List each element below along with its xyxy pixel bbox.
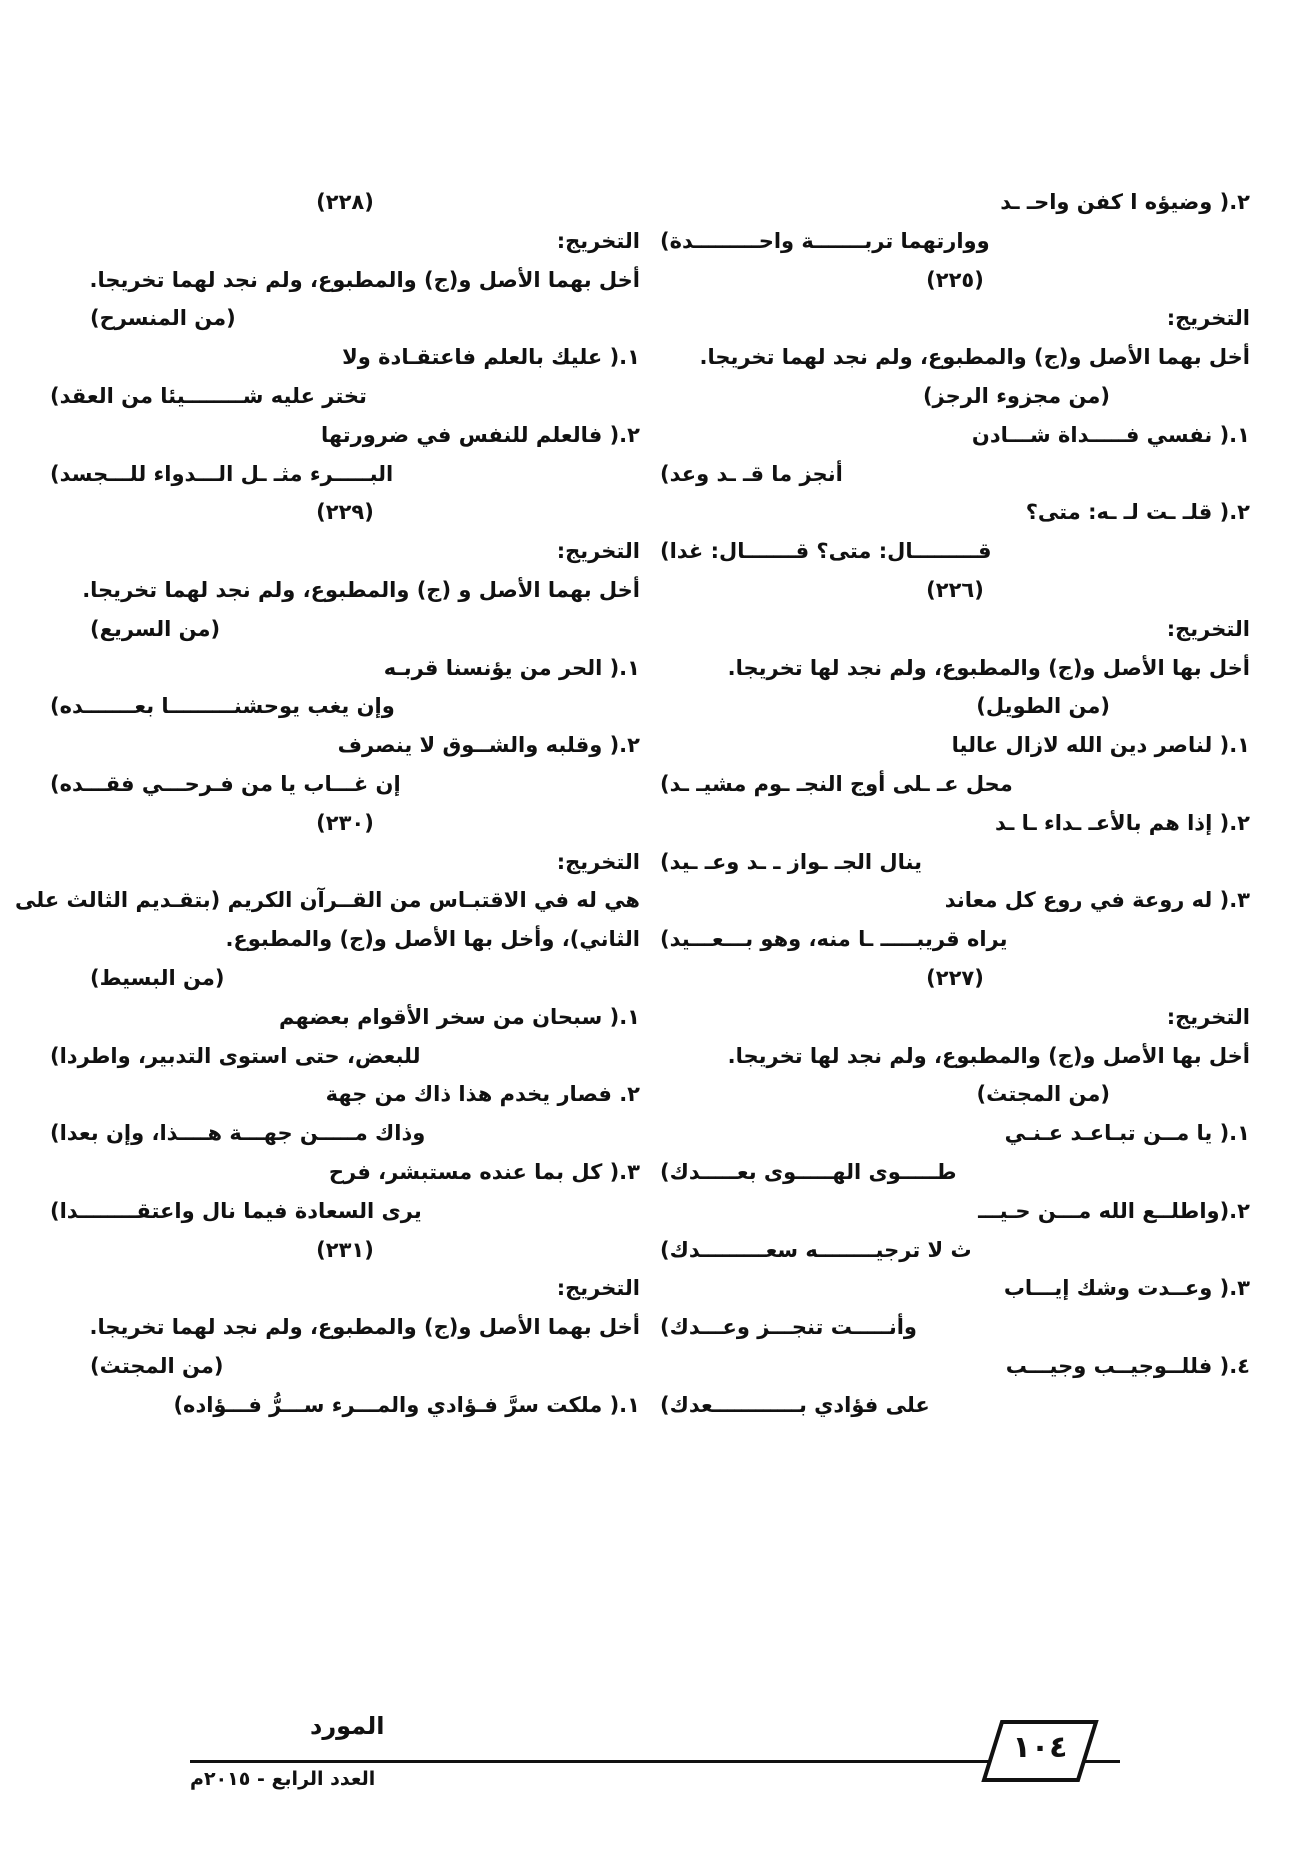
line-hem1: ١.( سبحان من سخر الأقوام بعضهم (279, 1004, 640, 1029)
line-label: التخريج: (1166, 306, 1250, 331)
line-hem1: ٣.( له روعة في روع كل معاند (944, 888, 1250, 913)
line-hem2: يرى السعادة فيما نال واعتقــــــــدا) (50, 1198, 422, 1223)
line-para: أخل بها الأصل و(ج) والمطبوع، ولم نجد لها تخريجا. (727, 1043, 1250, 1068)
line-label: التخريج: (556, 228, 640, 253)
line-meter: (من مجزوء الرجز) (922, 384, 1110, 408)
line-meter: (من المجتث) (90, 1354, 224, 1378)
line-num: (٢٢٥) (926, 267, 984, 292)
line-para: أخل بهما الأصل و(ج) والمطبوع، ولم نجد لهما تخريجا. (89, 267, 640, 292)
line-hem2: ينال الجـ ـواز ـ ـد وعـ ـيد) (660, 849, 922, 874)
page-number-badge (980, 1718, 1100, 1784)
line-para: هي له في الاقتبـاس من القــرآن الكريم (بتقـديم الثالث على (15, 888, 640, 913)
line-para: أخل بهما الأصل و(ج) والمطبوع، ولم نجد لهما تخريجا. (89, 1315, 640, 1340)
line-num: (٢٣١) (316, 1237, 374, 1262)
line-para: أخل بهما الأصل و(ج) والمطبوع، ولم نجد لهما تخريجا. (699, 345, 1250, 370)
line-hem2: إن غـــاب يا من فـرحـــي فقـــده) (50, 772, 401, 796)
line-hem2: طـــــوى الهـــــوى بعـــــدك) (660, 1160, 957, 1184)
line-label: التخريج: (1166, 616, 1250, 641)
line-num: (٢٣٠) (316, 810, 374, 835)
line-meter: (من السريع) (90, 616, 221, 641)
line-para: أخل بها الأصل و(ج) والمطبوع، ولم نجد لها تخريجا. (727, 655, 1250, 680)
line-hem2: أنجز ما قـ ـد وعد) (660, 461, 843, 486)
line-hem1: ١.( الحر من يؤنسنا قربـه (383, 655, 640, 680)
line-hem1: ٤.( فللــوجيــب وجيـــب (1005, 1354, 1250, 1378)
journal-title: المورد (310, 1712, 385, 1740)
line-num: (٢٢٦) (926, 578, 984, 602)
line-hem1: ٢.( وضيؤه ا كفن واحـ ـد (1000, 190, 1250, 214)
line-hem2: وإن يغب يوحشنـــــــــا بعـــــــده) (50, 694, 395, 719)
line-label: التخريج: (556, 1276, 640, 1301)
line-label: التخريج: (556, 539, 640, 564)
line-hem2: وذاك مـــــن جهـــة هــــذا، وإن بعدا) (50, 1121, 426, 1146)
line-num: (٢٢٧) (926, 966, 984, 990)
line-label: التخريج: (1166, 1004, 1250, 1029)
line-meter: (من المنسرح) (90, 306, 236, 331)
journal-issue: العدد الرابع - ٢٠١٥م (190, 1768, 376, 1790)
line-hem1: ٢.( قلـ ـت لـ ـه: متى؟ (1025, 500, 1250, 525)
line-hem1: ٢.(واطلــع الله مـــن حـيـــ (978, 1198, 1250, 1223)
line-hem1: ١.( لناصر دين الله لازال عاليا (951, 733, 1250, 758)
line-hem1: ٢.( وقلبه والشــوق لا ينصرف (337, 733, 640, 758)
line-hem2: للبعض، حتى استوى التدبير، واطردا) (50, 1043, 421, 1068)
line-label: التخريج: (556, 849, 640, 874)
line-para: أخل بهما الأصل و (ج) والمطبوع، ولم نجد لهما تخريجا. (82, 578, 640, 602)
line-hem1: ٢.( إذا هم بالأعـ ـداء ـا ـد (994, 810, 1250, 835)
line-hem2: وأنـــــت تنجـــز وعـــدك) (660, 1315, 917, 1340)
line-hem1: ٣.( كل بما عنده مستبشر، فرح (328, 1160, 640, 1184)
line-hem2: محل عـ ـلى أوج النجـ ـوم مشيـ ـد) (660, 772, 1013, 796)
line-hem2: يراه قريبـــــ ـا منه، وهو بـــعـــيد) (660, 927, 1008, 952)
line-para: الثاني)، وأخل بها الأصل و(ج) والمطبوع. (225, 927, 640, 952)
page-number: ١٠٤ (1012, 1730, 1068, 1765)
line-hem2: قـــــــــال: متى؟ قـــــــال: غدا) (660, 539, 992, 564)
line-hem2: ث لا ترجيــــــــه سعـــــــــدك) (660, 1237, 972, 1262)
line-hem1: ٢. فصار يخدم هذا ذاك من جهة (325, 1082, 640, 1107)
line-hem2: على فؤادي بــــــــــــعدك) (660, 1392, 930, 1417)
line-hem1: ٣.( وعــدت وشك إيـــاب (1003, 1276, 1250, 1301)
line-meter: (من الطويل) (976, 694, 1110, 719)
line-hem1: ١.( يا مــن تبـاعـد عـنـي (1004, 1121, 1250, 1146)
line-meter: (من المجتث) (976, 1082, 1110, 1107)
line-hem1: ١.( عليك بالعلم فاعتقـادة ولا (342, 345, 640, 370)
line-hem2: تختر عليه شــــــــيئا من العقد) (50, 384, 367, 408)
line-meter: (من البسيط) (90, 966, 225, 990)
line-hem1: ١.( ملكت سرَّ فـؤادي والمـــرء ســـرُّ فـــؤاده) (173, 1392, 640, 1417)
page-footer (190, 1710, 1120, 1800)
line-hem1: ١.( نفسي فـــــداة شـــادن (971, 422, 1250, 447)
line-hem2: البـــــرء مثـ ـل الـــدواء للـــجسد) (50, 461, 394, 486)
line-hem2: ووارتهما تربـــــــة واحـــــــــدة) (660, 228, 990, 253)
line-hem1: ٢.( فالعلم للنفس في ضرورتها (320, 422, 640, 447)
line-num: (٢٢٩) (316, 500, 374, 525)
line-num: (٢٢٨) (316, 190, 374, 214)
